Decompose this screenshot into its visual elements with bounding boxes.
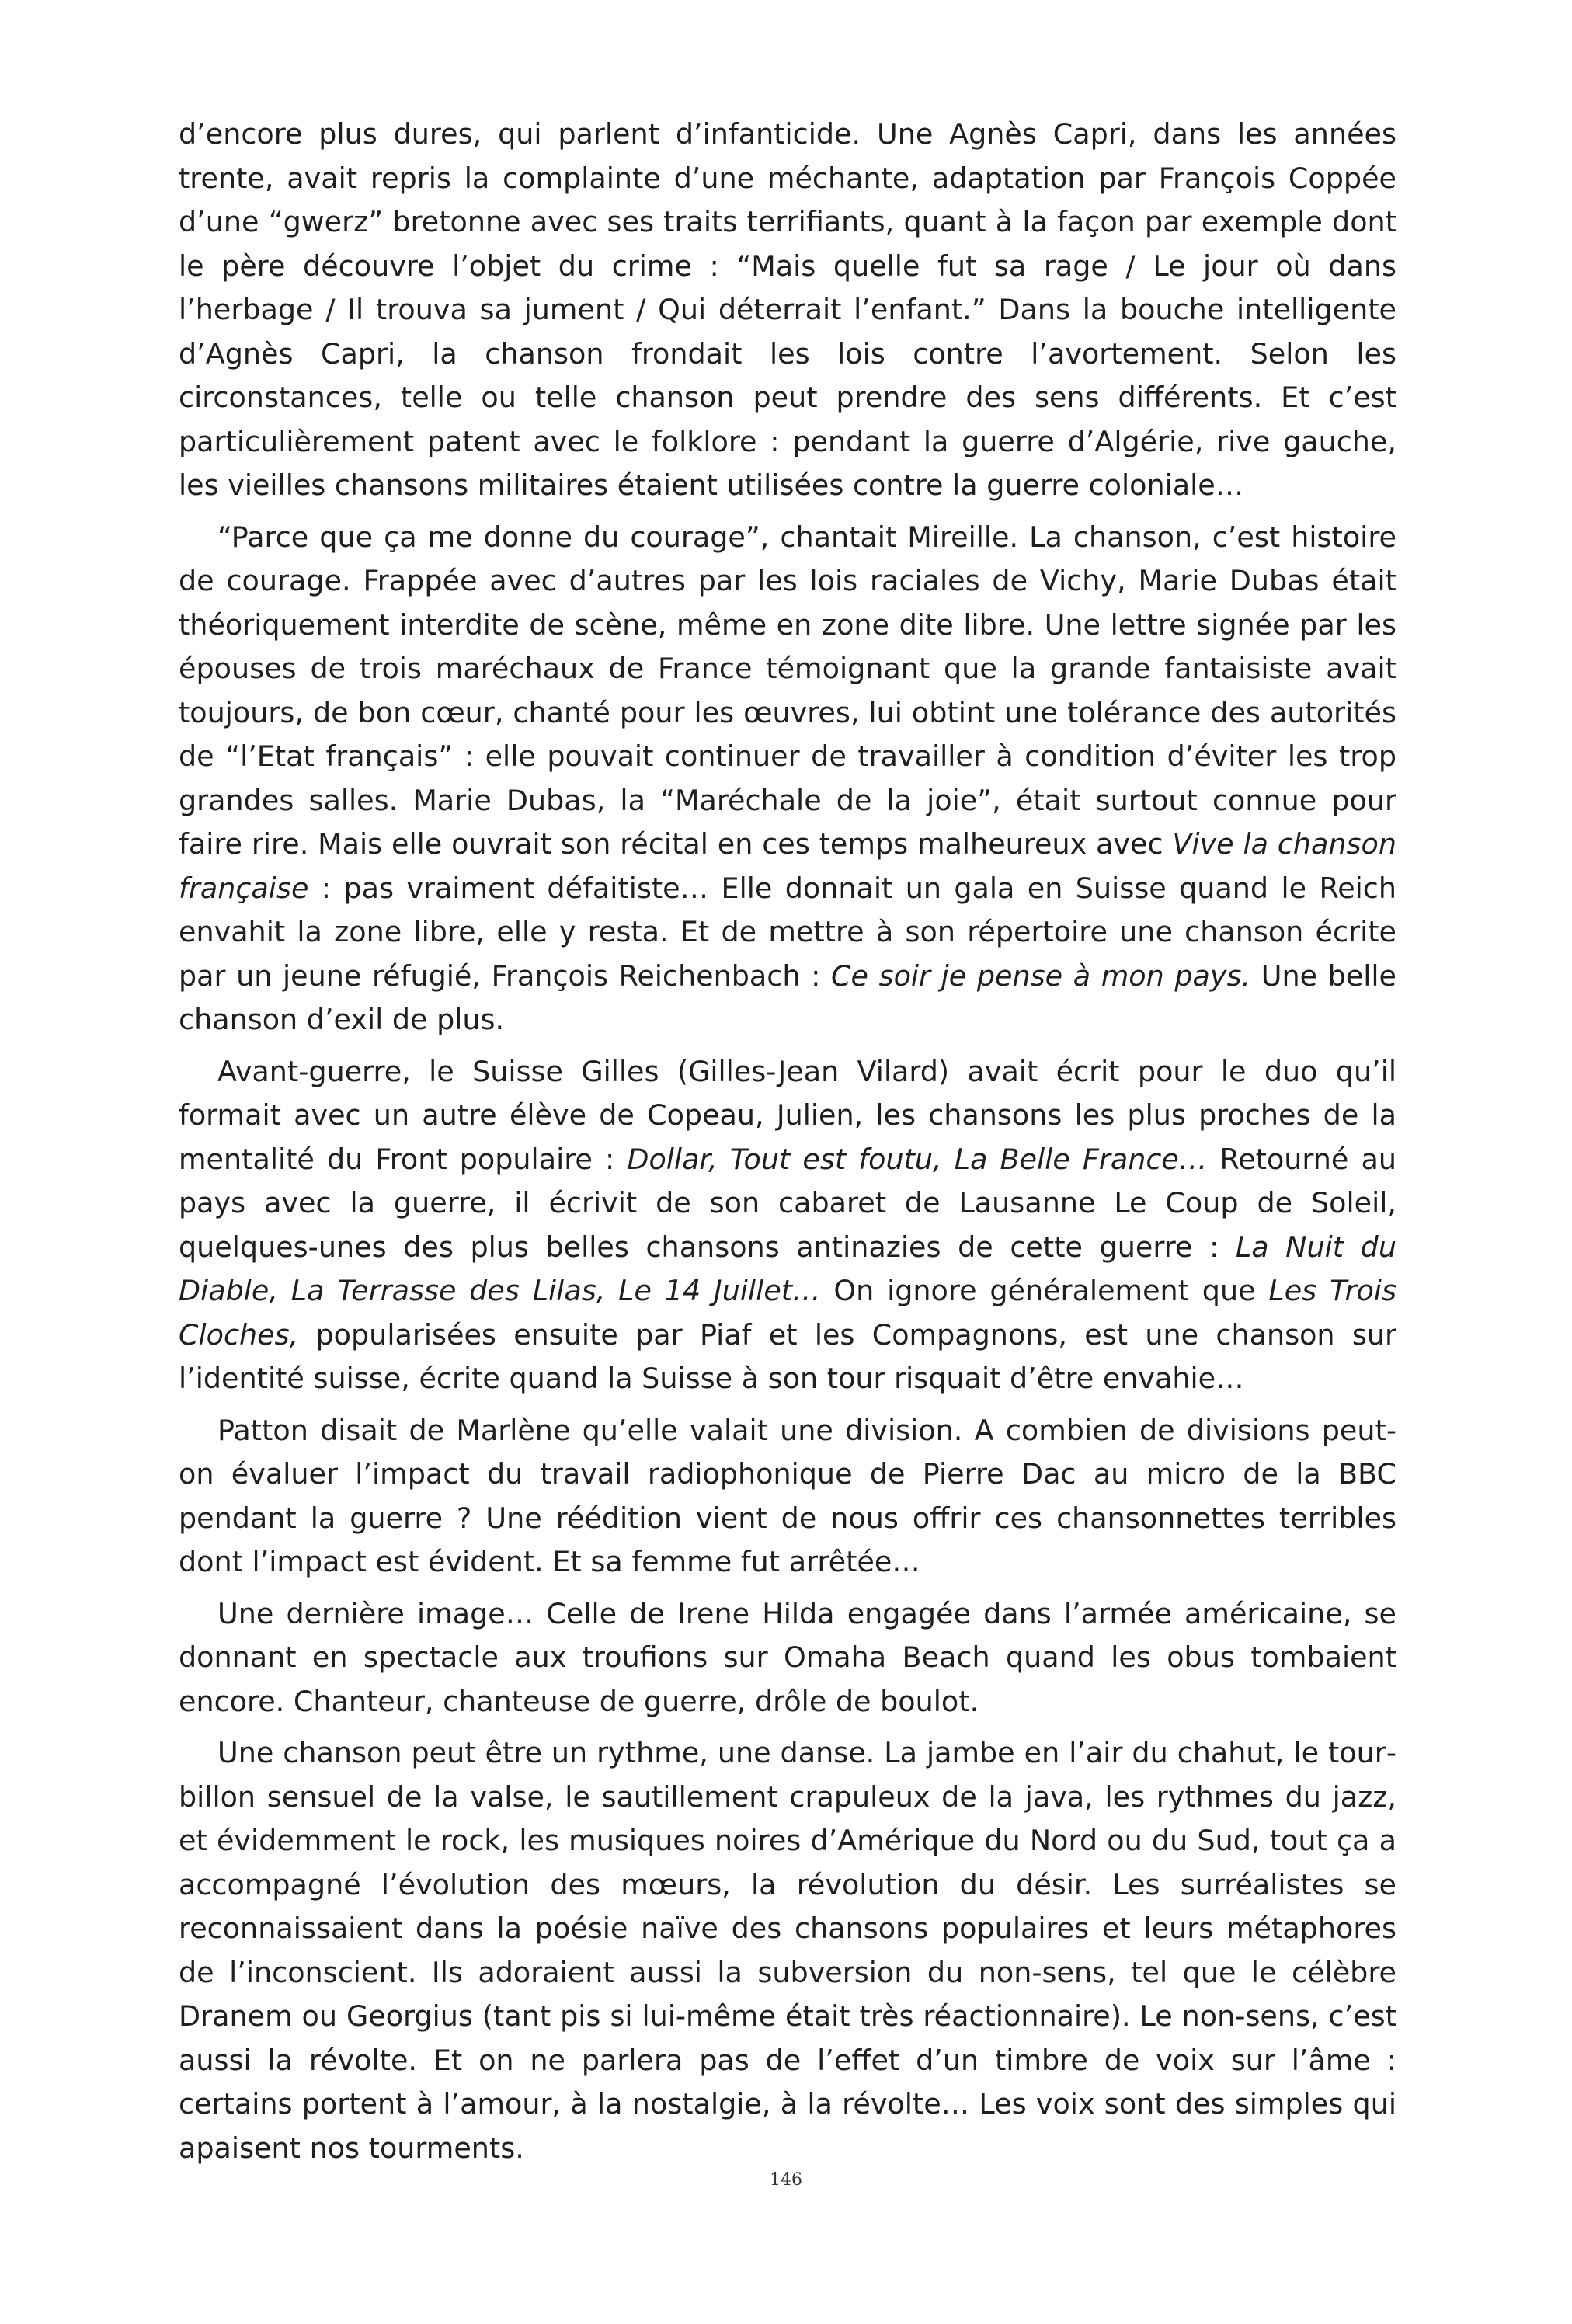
paragraph-5-text: Une dernière image… Celle de Irene Hilda engagée dans l’armée américaine, se donnant en spectacle aux troufions sur Omaha Beach quand les obus tombaient encore. Chanteur, chanteuse de guerre, drôle de boulot. — [179, 1596, 1396, 1718]
paragraph-6-text: Une chanson peut être un rythme, une danse. La jambe en l’air du chahut, le tourbillon sensuel de la valse, le sautillement crapuleux de la java, les rythmes du jazz, et évidemment le rock, les musiques noires d’Amérique du Nord ou du Sud, tout ça a accompagné l’évolution des mœurs, la révolution du désir. Les surréalistes se reconnaissaient dans la poésie naïve des chansons populaires et leurs métaphores de l’inconscient. Ils adoraient aussi la subversion du non-sens, tel que le célèbre Dranem ou Georgius (tant pis si lui-même était très réactionnaire). Le non-sens, c’est aussi la révolte. Et on ne parlera pas de l’effet d’un timbre de voix sur l’âme : certains portent à l’amour, à la nostalgie, à la révolte… Les voix sont des simples qui apaisent nos tourments. — [179, 1736, 1396, 2165]
paragraph-3-text-b: Retourné au pays avec la guerre, il écrivit de son cabaret de Lausanne Le Coup de Soleil, quelques-unes des plus belles chansons antinazies de cette guerre : — [179, 1142, 1396, 1264]
paragraph-2-text-c: Une belle chanson d’exil de plus. — [179, 958, 1397, 1036]
song-title-ce-soir-je-pense: Ce soir je pense à mon pays. — [831, 958, 1251, 993]
paragraph-2-text-a: “Parce que ça me donne du courage”, chantait Mireille. La chanson, c’est histoire de courage. Frappée avec d’autres par les lois raciales de Vichy, Marie Dubas était théoriquement interdite de scène, même en zone dite libre. Une lettre signée par les épouses de trois maréchaux de France témoignant que la grande fantaisiste avait toujours, de bon cœur, chanté pour les œuvres, lui obtint une tolérance des autorités de “l’Etat français” : elle pouvait continuer de travailler à condition d’éviter les trop grandes salles. Marie Dubas, la “Maréchale de la joie”, était surtout connue pour faire rire. Mais elle ouvrait son récital en ces temps malheureux avec — [179, 520, 1396, 861]
paragraph-3 — [179, 1050, 1396, 1401]
song-title-les-trois-cloches: Les Trois Cloches, — [179, 1274, 1396, 1352]
song-titles-front-populaire: Dollar, Tout est foutu, La Belle France… — [627, 1142, 1208, 1176]
song-title-vive-la-chanson-francaise: Vive la chanson française — [179, 827, 1396, 905]
page-number: 146 — [770, 2170, 802, 2190]
paragraph-3-text-d: popularisées ensuite par Piaf et les Compagnons, est une chanson sur l’identité suisse, écrite quand la Suisse à son tour risquait d’être envahie… — [179, 1317, 1396, 1395]
paragraph-1-text: d’encore plus dures, qui parlent d’infanticide. Une Agnès Capri, dans les années trente, avait repris la complainte d’une méchante, adaptation par François Coppée d’une “gwerz” bretonne avec ses traits terrifiants, quant à la façon par exemple dont le père découvre l’objet du crime : “Mais quelle fut sa rage / Le jour où dans l’herbage / Il trouva sa jument / Qui déterrait l’enfant.” Dans la bouche intelligente d’Agnès Capri, la chanson frondait les lois contre l’avortement. Selon les circonstances, telle ou telle chanson peut prendre des sens différents. Et c’est particulièrement patent avec le folklore : pendant la guerre d’Algérie, rive gauche, les vieilles chansons militaires étaient utilisées contre la guerre coloniale… — [179, 117, 1396, 502]
paragraph-3-text-a: Avant-guerre, le Suisse Gilles (Gilles-Jean Vilard) avait écrit pour le duo qu’il formait avec un autre élève de Copeau, Julien, les chansons les plus proches de la mentalité du Front populaire : — [179, 1054, 1396, 1176]
paragraph-4-text: Patton disait de Marlène qu’elle valait une division. A combien de divisions peut-on évaluer l’impact du travail radiophonique de Pierre Dac au micro de la BBC pendant la guerre ? Une réédition vient de nous offrir ces chansonnettes terribles dont l’impact est évident. Et sa femme fut arrêtée… — [179, 1413, 1396, 1578]
paragraph-6 — [179, 1731, 1396, 2170]
paragraph-5 — [179, 1592, 1396, 1724]
paragraph-1 — [179, 113, 1396, 508]
paragraph-2-text-b: : pas vraiment défaitiste… Elle donnait un gala en Suisse quand le Reich envahit la zone libre, elle y resta. Et de mettre à son répertoire une chanson écrite par un jeune réfugié, François Reichenbach : — [179, 871, 1396, 993]
paragraph-4 — [179, 1409, 1396, 1585]
paragraph-3-text-c: On ignore généralement que — [820, 1274, 1269, 1307]
page-body — [179, 113, 1396, 2178]
song-titles-antinazies: La Nuit du Diable, La Terrasse des Lilas, Le 14 Juillet… — [179, 1230, 1396, 1307]
paragraph-2 — [179, 516, 1396, 1042]
